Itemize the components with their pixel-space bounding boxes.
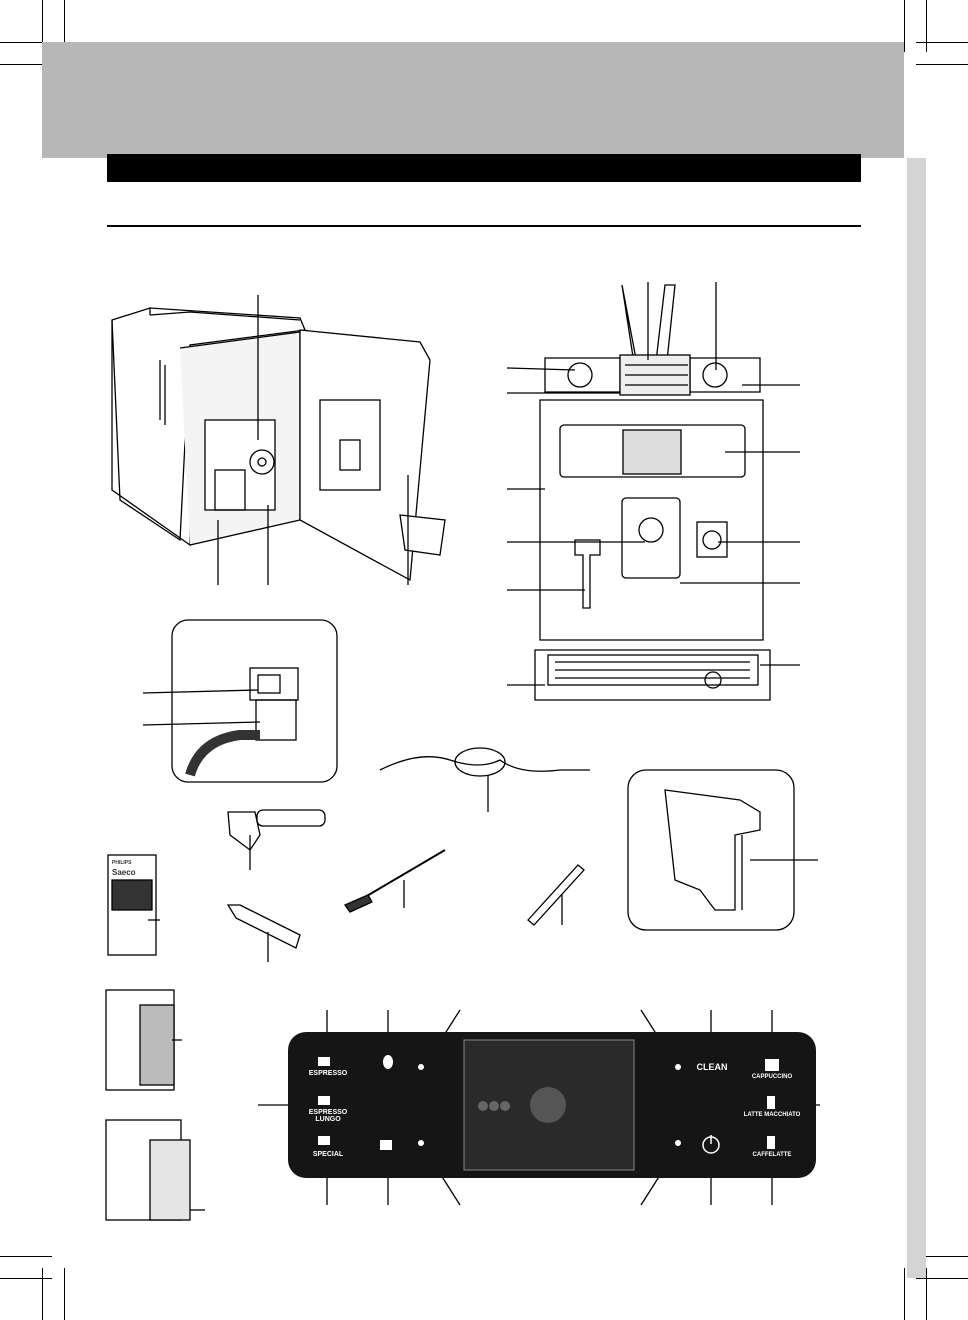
glass-icon bbox=[767, 1096, 775, 1109]
label-special[interactable]: SPECIAL bbox=[312, 1151, 344, 1158]
label-clean[interactable]: CLEAN bbox=[696, 1062, 728, 1072]
saeco-logo-icon bbox=[530, 1087, 566, 1123]
panel-led bbox=[675, 1064, 681, 1070]
machine-open-door bbox=[112, 308, 445, 580]
bean-icon bbox=[383, 1055, 393, 1069]
label-espresso[interactable]: ESPRESSO bbox=[308, 1070, 348, 1077]
maker-label: PHILIPS bbox=[112, 860, 132, 866]
label-caffelatte[interactable]: CAFFELATTE bbox=[752, 1152, 792, 1158]
grease-tube bbox=[228, 905, 300, 948]
bean-icon bbox=[478, 1101, 488, 1111]
power-cord bbox=[380, 757, 590, 772]
cleaning-brush bbox=[360, 850, 445, 900]
cup-icon bbox=[318, 1057, 330, 1066]
glass-icon bbox=[767, 1136, 775, 1149]
panel-led bbox=[418, 1064, 424, 1070]
brand-label: Saeco bbox=[112, 868, 136, 877]
bean-icon bbox=[500, 1101, 510, 1111]
panel-led bbox=[675, 1140, 681, 1146]
label-espresso-lungo[interactable]: ESPRESSO LUNGO bbox=[308, 1109, 348, 1123]
test-strip bbox=[528, 865, 584, 925]
label-latte-macchiato[interactable]: LATTE MACCHIATO bbox=[743, 1112, 801, 1118]
product-boxes bbox=[106, 855, 205, 1220]
bean-icon bbox=[489, 1101, 499, 1111]
cup-icon bbox=[318, 1096, 330, 1105]
cup-icon bbox=[318, 1136, 330, 1145]
coffee-scoop bbox=[228, 812, 260, 850]
control-panel bbox=[288, 1032, 816, 1178]
cappuccino-icon bbox=[765, 1059, 779, 1071]
machine-front bbox=[535, 285, 770, 700]
panel-led bbox=[418, 1140, 424, 1146]
label-cappuccino[interactable]: CAPPUCCINO bbox=[751, 1074, 793, 1080]
cup-icon bbox=[380, 1140, 392, 1150]
